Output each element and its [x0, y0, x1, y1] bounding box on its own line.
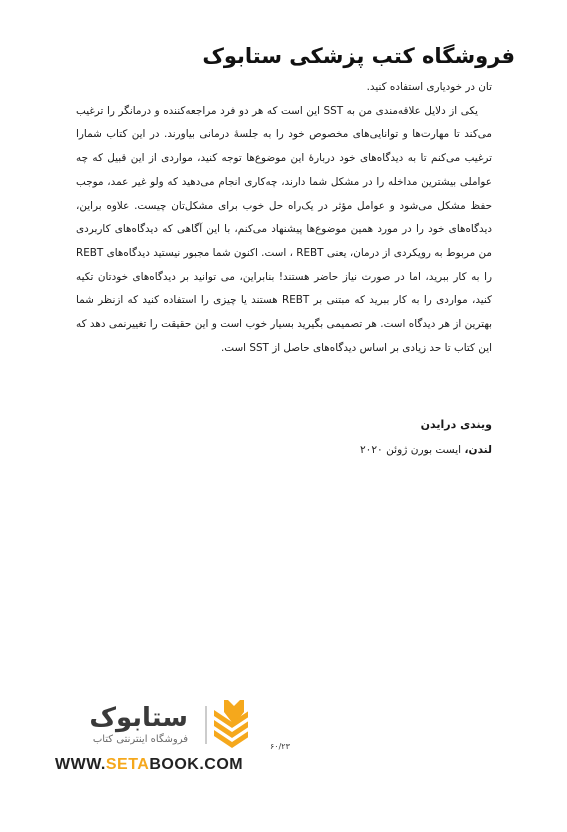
setabook-logo [38, 700, 248, 748]
url-suffix: BOOK.COM [149, 756, 244, 773]
place-city: لندن، [464, 444, 492, 456]
page-number: ۶۰/۲۳ [270, 742, 290, 751]
place-date [360, 444, 492, 456]
logo-tagline: فروشگاه اینترنتی کتاب [92, 734, 188, 745]
logo-wordmark: ستابوک [89, 703, 188, 733]
url-brand: SETA [105, 756, 150, 773]
body-text [76, 76, 492, 360]
paragraph: یکی از دلایل علاقه‌مندی من به SST این است که هر دو فرد مراجعه‌کننده و درمانگر را ترغیب می‌کند تا مهارت‌ها و توانایی‌های مخصوص خود را به جلسهٔ درمانی بیاورند. در این کتاب شمارا ترغیب می‌کنم تا به دیدگاه‌های خود دربارهٔ این موضوع‌ها توجه کنید، مواردی از این قبیل که چه عواملی بیشترین مداخله را در مشکل شما دارند، چه‌کاری انجام می‌دهید که ولو غیر عمد، موجب حفظ مشکل می‌شود و عوامل مؤثر در یک‌راه حل خوب برای مشکل‌تان چیست. علاوه براین، دیدگاه‌های خود را در مورد همین موضوع‌ها پیشنهاد می‌کنم، با این آگاهی که دیدگاه‌های کاربردی من مربوط به رویکردی از درمان، یعنی REBT ، است. اکنون شما مجبور نیستید دیدگاه‌های REBT را به کار ببرید، اما در صورت نیاز حاضر هستند! بنابراین، می توانید بر دیدگاه‌های خودتان تکیه کنید، مواردی را به کار ببرید که مبتنی بر REBT هستند یا چیزی را استفاده کنید که ازنظر شما بهترین از هر دیدگاه است. هر تصمیمی بگیرید بسیار خوب است و این حقیقت را تغییرنمی دهد که این کتاب تا حد زیادی بر اساس دیدگاه‌های حاصل از SST است. [76, 104, 492, 354]
place-date-text: ایست بورن ژوئن ۲۰۲۰ [359, 444, 465, 456]
page-header-title: فروشگاه کتب پزشکی ستابوک [202, 44, 515, 68]
paragraph: تان در خودیاری استفاده کنید. [366, 81, 492, 93]
website-url[interactable] [55, 756, 243, 774]
url-prefix: WWW. [55, 756, 106, 773]
author-name: ویندی درایدن [420, 418, 492, 431]
